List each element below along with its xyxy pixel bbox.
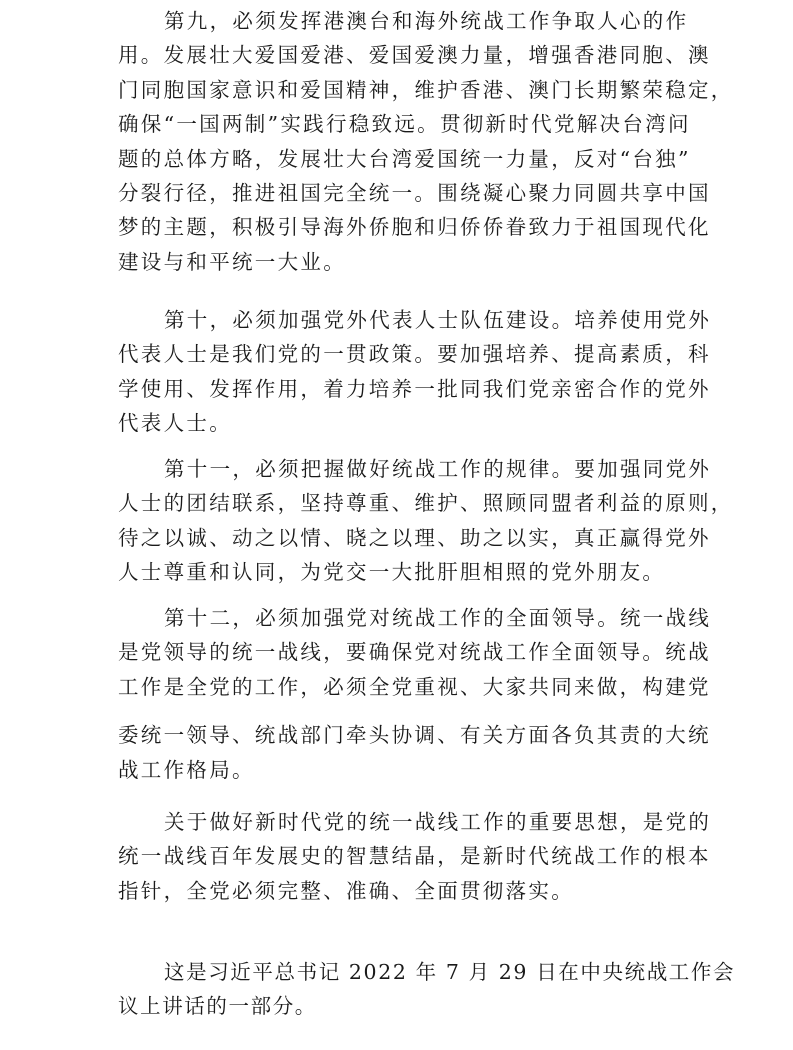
paragraph-eleventh: [118, 452, 734, 590]
paragraph-tenth: [118, 303, 711, 441]
text-line: 梦的主题，积极引导海外侨胞和归侨侨眷致力于祖国现代化: [118, 215, 711, 240]
paragraph-ninth: [118, 4, 734, 279]
text-line: 这是习近平总书记 2022 年 7 月 29 日在中央统战工作会: [164, 960, 736, 984]
text-line: 战工作格局。: [118, 757, 255, 782]
text-line: 题的总体方略，发展壮大台湾爱国统一力量，反对“台独”: [118, 146, 691, 171]
text-line: 第十，必须加强党外代表人士队伍建设。培养使用党外: [164, 308, 712, 332]
text-line: 人士尊重和认同，为党交一大批肝胆相照的党外朋友。: [118, 560, 666, 585]
source-note: [118, 955, 735, 1024]
text-line: 分裂行径，推进祖国完全统一。围绕凝心聚力同圆共享中国: [118, 181, 711, 206]
paragraph-twelfth: [118, 601, 711, 787]
text-line: 代表人士是我们党的一贯政策。要加强培养、提高素质，科: [118, 342, 711, 367]
line-gap: [118, 704, 711, 718]
paragraph-conclusion: [118, 805, 711, 908]
text-line: 人士的团结联系，坚持尊重、维护、照顾同盟者利益的原则，: [118, 491, 734, 516]
text-line: 用。发展壮大爱国爱港、爱国爱澳力量，增强香港同胞、澳: [118, 43, 711, 68]
text-line: 学使用、发挥作用，着力培养一批同我们党亲密合作的党外: [118, 376, 711, 401]
text-line: 代表人士。: [118, 411, 232, 436]
text-line: 建设与和平统一大业。: [118, 249, 346, 274]
text-line: 门同胞国家意识和爱国精神，维护香港、澳门长期繁荣稳定，: [118, 77, 734, 102]
text-line: 关于做好新时代党的统一战线工作的重要思想，是党的: [164, 810, 712, 834]
text-line: 第九，必须发挥港澳台和海外统战工作争取人心的作: [164, 9, 689, 33]
text-line: 工作是全党的工作，必须全党重视、大家共同来做，构建党: [118, 674, 711, 699]
text-line: 统一战线百年发展史的智慧结晶，是新时代统战工作的根本: [118, 844, 711, 869]
text-line: 第十二，必须加强党对统战工作的全面领导。统一战线: [164, 606, 712, 630]
text-line: 待之以诚、动之以情、晓之以理、助之以实，真正赢得党外: [118, 525, 711, 550]
text-line: 议上讲话的一部分。: [118, 994, 317, 1019]
text-line: 是党领导的统一战线，要确保党对统战工作全面领导。统战: [118, 640, 711, 665]
text-line: 确保“一国两制”实践行稳致远。贯彻新时代党解决台湾问: [118, 112, 691, 137]
text-line: 第十一，必须把握做好统战工作的规律。要加强同党外: [164, 457, 712, 481]
text-line: 委统一领导、统战部门牵头协调、有关方面各负其责的大统: [118, 723, 711, 748]
text-line: 指针，全党必须完整、准确、全面贯彻落实。: [118, 878, 574, 903]
